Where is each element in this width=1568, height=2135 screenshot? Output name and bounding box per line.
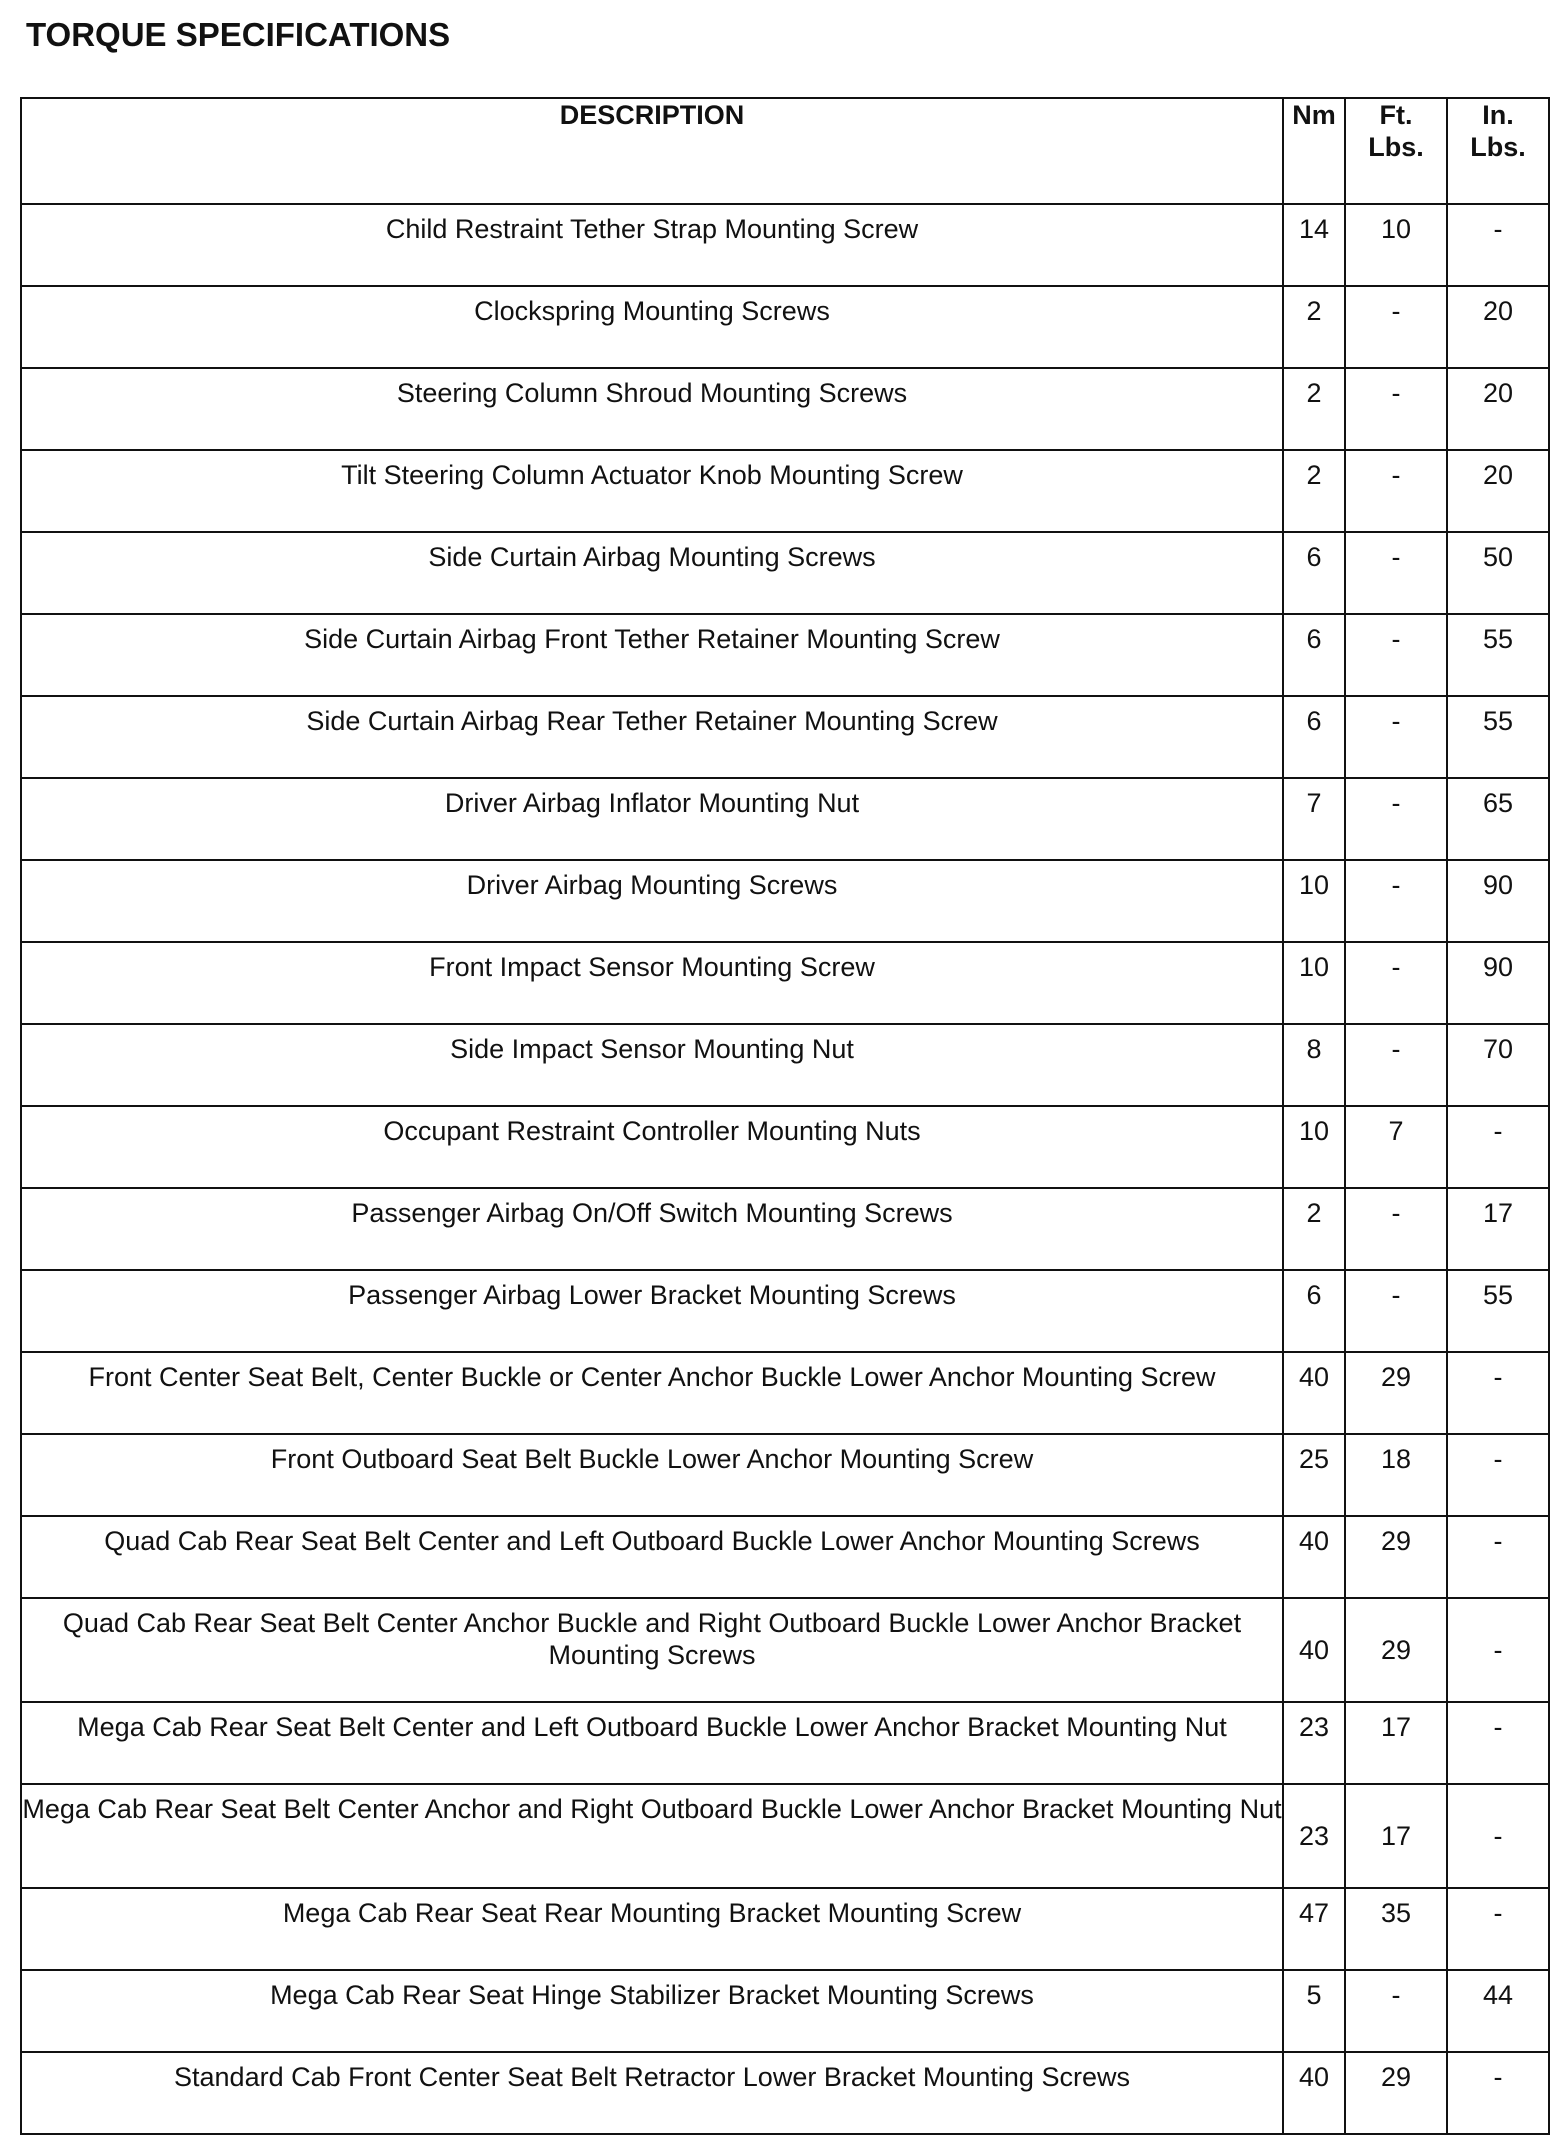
description-cell: Steering Column Shroud Mounting Screws xyxy=(21,368,1283,450)
table-row xyxy=(21,1970,1549,2052)
ft-lbs-cell: - xyxy=(1345,614,1447,696)
table-row xyxy=(21,1270,1549,1352)
ft-lbs-cell: 29 xyxy=(1345,2052,1447,2134)
nm-cell: 6 xyxy=(1283,532,1345,614)
ft-lbs-cell: 29 xyxy=(1345,1352,1447,1434)
nm-cell: 8 xyxy=(1283,1024,1345,1106)
nm-cell: 6 xyxy=(1283,1270,1345,1352)
in-lbs-header-text: In. Lbs. xyxy=(1470,100,1526,162)
in-lbs-cell: - xyxy=(1447,1352,1549,1434)
description-cell: Tilt Steering Column Actuator Knob Mounting Screw xyxy=(21,450,1283,532)
ft-lbs-cell: 10 xyxy=(1345,204,1447,286)
in-lbs-cell: 20 xyxy=(1447,368,1549,450)
table-row xyxy=(21,1434,1549,1516)
ft-lbs-cell: 17 xyxy=(1345,1702,1447,1784)
nm-cell: 2 xyxy=(1283,368,1345,450)
table-row xyxy=(21,1352,1549,1434)
ft-lbs-cell: - xyxy=(1345,696,1447,778)
in-lbs-cell: 50 xyxy=(1447,532,1549,614)
nm-cell: 47 xyxy=(1283,1888,1345,1970)
description-cell: Front Impact Sensor Mounting Screw xyxy=(21,942,1283,1024)
table-row xyxy=(21,450,1549,532)
table-row xyxy=(21,1188,1549,1270)
table-row xyxy=(21,204,1549,286)
table-row xyxy=(21,778,1549,860)
in-lbs-cell: - xyxy=(1447,1702,1549,1784)
description-cell: Quad Cab Rear Seat Belt Center and Left Outboard Buckle Lower Anchor Mounting Screws xyxy=(21,1516,1283,1598)
nm-cell: 14 xyxy=(1283,204,1345,286)
table-row xyxy=(21,368,1549,450)
description-cell: Mega Cab Rear Seat Belt Center and Left Outboard Buckle Lower Anchor Bracket Mounting Nut xyxy=(21,1702,1283,1784)
nm-cell: 6 xyxy=(1283,696,1345,778)
in-lbs-cell: 70 xyxy=(1447,1024,1549,1106)
ft-lbs-cell: - xyxy=(1345,860,1447,942)
table-row xyxy=(21,2052,1549,2134)
description-cell: Side Curtain Airbag Front Tether Retainer Mounting Screw xyxy=(21,614,1283,696)
nm-cell: 10 xyxy=(1283,860,1345,942)
nm-cell: 7 xyxy=(1283,778,1345,860)
table-row xyxy=(21,614,1549,696)
nm-cell: 40 xyxy=(1283,1598,1345,1702)
ft-lbs-cell: - xyxy=(1345,1270,1447,1352)
table-row xyxy=(21,1106,1549,1188)
nm-cell: 40 xyxy=(1283,1516,1345,1598)
ft-lbs-cell: - xyxy=(1345,1024,1447,1106)
ft-lbs-cell: 7 xyxy=(1345,1106,1447,1188)
ft-lbs-cell: 29 xyxy=(1345,1516,1447,1598)
in-lbs-cell: - xyxy=(1447,2052,1549,2134)
table-row xyxy=(21,1598,1549,1702)
in-lbs-cell: - xyxy=(1447,1106,1549,1188)
ft-lbs-cell: 17 xyxy=(1345,1784,1447,1888)
description-cell: Side Curtain Airbag Mounting Screws xyxy=(21,532,1283,614)
table-row xyxy=(21,532,1549,614)
ft-lbs-column-header xyxy=(1345,98,1447,204)
description-cell: Mega Cab Rear Seat Rear Mounting Bracket Mounting Screw xyxy=(21,1888,1283,1970)
ft-lbs-cell: - xyxy=(1345,1188,1447,1270)
nm-cell: 2 xyxy=(1283,1188,1345,1270)
ft-lbs-cell: - xyxy=(1345,286,1447,368)
in-lbs-cell: 55 xyxy=(1447,614,1549,696)
ft-lbs-cell: 35 xyxy=(1345,1888,1447,1970)
description-cell: Driver Airbag Inflator Mounting Nut xyxy=(21,778,1283,860)
description-cell: Driver Airbag Mounting Screws xyxy=(21,860,1283,942)
in-lbs-cell: 55 xyxy=(1447,1270,1549,1352)
in-lbs-cell: 65 xyxy=(1447,778,1549,860)
description-cell: Mega Cab Rear Seat Belt Center Anchor and Right Outboard Buckle Lower Anchor Bracket Mounting Nut xyxy=(21,1784,1283,1888)
in-lbs-column-header xyxy=(1447,98,1549,204)
table-body xyxy=(21,204,1549,2134)
table-row xyxy=(21,1784,1549,1888)
nm-cell: 2 xyxy=(1283,286,1345,368)
nm-cell: 23 xyxy=(1283,1702,1345,1784)
table-row xyxy=(21,1516,1549,1598)
in-lbs-cell: 20 xyxy=(1447,450,1549,532)
nm-cell: 23 xyxy=(1283,1784,1345,1888)
ft-lbs-cell: - xyxy=(1345,778,1447,860)
nm-cell: 40 xyxy=(1283,1352,1345,1434)
description-cell: Clockspring Mounting Screws xyxy=(21,286,1283,368)
description-cell: Standard Cab Front Center Seat Belt Retractor Lower Bracket Mounting Screws xyxy=(21,2052,1283,2134)
ft-lbs-cell: - xyxy=(1345,1970,1447,2052)
table-row xyxy=(21,1702,1549,1784)
nm-cell: 25 xyxy=(1283,1434,1345,1516)
ft-lbs-cell: - xyxy=(1345,942,1447,1024)
table-row xyxy=(21,1888,1549,1970)
in-lbs-cell: - xyxy=(1447,1516,1549,1598)
ft-lbs-cell: 29 xyxy=(1345,1598,1447,1702)
in-lbs-cell: 55 xyxy=(1447,696,1549,778)
ft-lbs-cell: - xyxy=(1345,532,1447,614)
ft-lbs-cell: 18 xyxy=(1345,1434,1447,1516)
description-column-header: DESCRIPTION xyxy=(21,98,1283,204)
description-cell: Side Curtain Airbag Rear Tether Retainer Mounting Screw xyxy=(21,696,1283,778)
description-cell: Passenger Airbag On/Off Switch Mounting Screws xyxy=(21,1188,1283,1270)
in-lbs-cell: 44 xyxy=(1447,1970,1549,2052)
page-title: TORQUE SPECIFICATIONS xyxy=(26,16,451,53)
nm-cell: 6 xyxy=(1283,614,1345,696)
ft-lbs-header-text: Ft. Lbs. xyxy=(1368,100,1424,162)
in-lbs-cell: 90 xyxy=(1447,942,1549,1024)
ft-lbs-cell: - xyxy=(1345,450,1447,532)
description-cell: Front Center Seat Belt, Center Buckle or Center Anchor Buckle Lower Anchor Mounting Screw xyxy=(21,1352,1283,1434)
nm-cell: 40 xyxy=(1283,2052,1345,2134)
in-lbs-cell: - xyxy=(1447,204,1549,286)
table-row xyxy=(21,286,1549,368)
table-header-row xyxy=(21,98,1549,204)
description-cell: Passenger Airbag Lower Bracket Mounting Screws xyxy=(21,1270,1283,1352)
nm-cell: 5 xyxy=(1283,1970,1345,2052)
nm-cell: 10 xyxy=(1283,942,1345,1024)
description-cell: Mega Cab Rear Seat Hinge Stabilizer Bracket Mounting Screws xyxy=(21,1970,1283,2052)
description-cell: Occupant Restraint Controller Mounting Nuts xyxy=(21,1106,1283,1188)
in-lbs-cell: - xyxy=(1447,1598,1549,1702)
in-lbs-cell: - xyxy=(1447,1888,1549,1970)
torque-specifications-table xyxy=(20,97,1550,2135)
description-cell: Front Outboard Seat Belt Buckle Lower Anchor Mounting Screw xyxy=(21,1434,1283,1516)
description-cell: Quad Cab Rear Seat Belt Center Anchor Buckle and Right Outboard Buckle Lower Anchor Bracket Mounting Screws xyxy=(21,1598,1283,1702)
in-lbs-cell: 17 xyxy=(1447,1188,1549,1270)
in-lbs-cell: 20 xyxy=(1447,286,1549,368)
table-row xyxy=(21,696,1549,778)
table-row xyxy=(21,860,1549,942)
description-cell: Side Impact Sensor Mounting Nut xyxy=(21,1024,1283,1106)
description-cell: Child Restraint Tether Strap Mounting Screw xyxy=(21,204,1283,286)
in-lbs-cell: - xyxy=(1447,1434,1549,1516)
nm-cell: 2 xyxy=(1283,450,1345,532)
table-row xyxy=(21,1024,1549,1106)
in-lbs-cell: 90 xyxy=(1447,860,1549,942)
nm-cell: 10 xyxy=(1283,1106,1345,1188)
nm-column-header: Nm xyxy=(1283,98,1345,204)
table-row xyxy=(21,942,1549,1024)
in-lbs-cell: - xyxy=(1447,1784,1549,1888)
ft-lbs-cell: - xyxy=(1345,368,1447,450)
